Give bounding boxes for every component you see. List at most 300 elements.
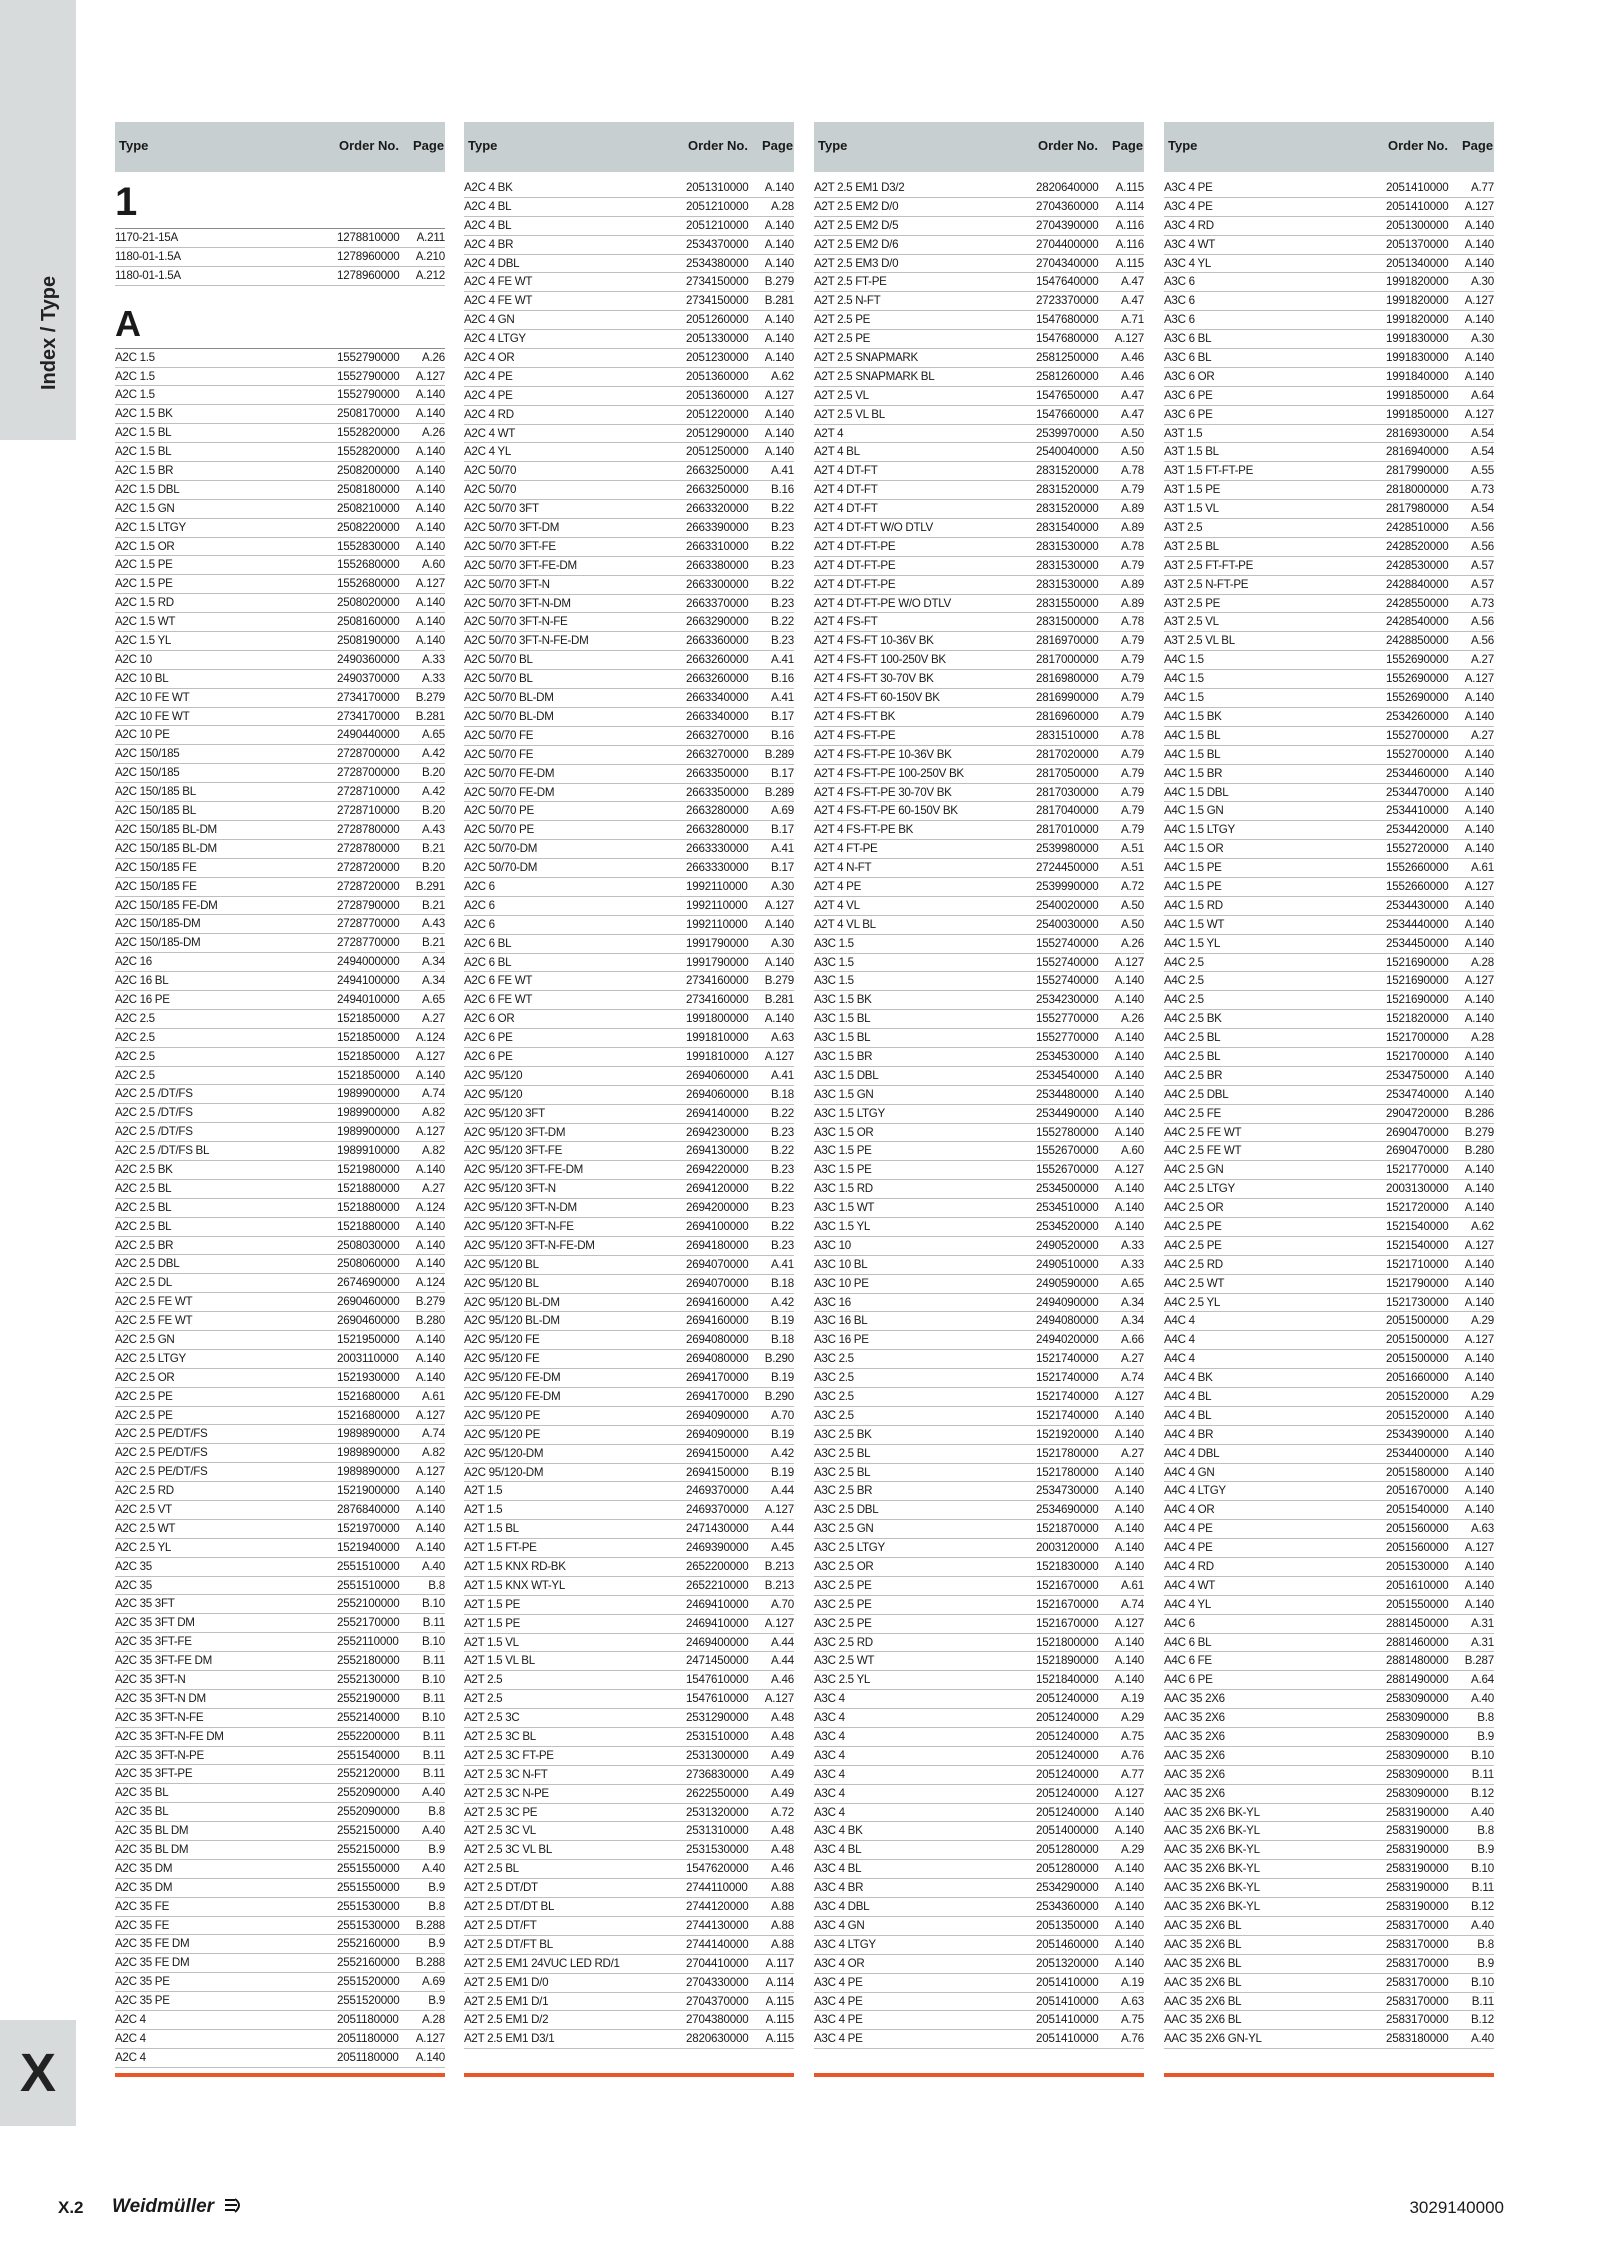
page-ref-cell[interactable]: A.27 xyxy=(1470,653,1494,667)
page-ref-cell[interactable]: B.23 xyxy=(770,1201,794,1215)
page-ref-cell[interactable]: B.19 xyxy=(770,1371,794,1385)
page-ref-cell[interactable]: A.26 xyxy=(1120,1012,1144,1026)
page-ref-cell[interactable]: A.140 xyxy=(415,1540,445,1554)
page-ref-cell[interactable]: A.33 xyxy=(1120,1257,1144,1271)
page-ref-cell[interactable]: A.27 xyxy=(1120,1446,1144,1460)
page-ref-cell[interactable]: A.140 xyxy=(1114,1484,1144,1498)
page-ref-cell[interactable]: A.70 xyxy=(770,1597,794,1611)
page-ref-cell[interactable]: B.8 xyxy=(428,1805,445,1819)
page-ref-cell[interactable]: A.127 xyxy=(764,1692,794,1706)
page-ref-cell[interactable]: A.60 xyxy=(1120,1144,1144,1158)
page-ref-cell[interactable]: A.56 xyxy=(1470,521,1494,535)
page-ref-cell[interactable]: B.8 xyxy=(1477,1937,1494,1951)
page-ref-cell[interactable]: B.290 xyxy=(764,1352,794,1366)
page-ref-cell[interactable]: A.140 xyxy=(415,596,445,610)
page-ref-cell[interactable]: B.10 xyxy=(1470,1862,1494,1876)
page-ref-cell[interactable]: B.19 xyxy=(770,1465,794,1479)
page-ref-cell[interactable]: B.20 xyxy=(421,804,445,818)
page-ref-cell[interactable]: A.34 xyxy=(1120,1314,1144,1328)
page-ref-cell[interactable]: A.140 xyxy=(1464,237,1494,251)
page-ref-cell[interactable]: A.54 xyxy=(1470,445,1494,459)
page-ref-cell[interactable]: A.140 xyxy=(1464,917,1494,931)
page-ref-cell[interactable]: A.140 xyxy=(415,1068,445,1082)
page-ref-cell[interactable]: A.74 xyxy=(421,1427,445,1441)
page-ref-cell[interactable]: A.50 xyxy=(1120,898,1144,912)
page-ref-cell[interactable]: B.291 xyxy=(415,879,445,893)
page-ref-cell[interactable]: A.74 xyxy=(421,1087,445,1101)
page-ref-cell[interactable]: A.115 xyxy=(765,1994,794,2008)
page-ref-cell[interactable]: A.140 xyxy=(764,917,794,931)
page-ref-cell[interactable]: B.289 xyxy=(764,785,794,799)
page-ref-cell[interactable]: A.27 xyxy=(421,1011,445,1025)
page-ref-cell[interactable]: A.140 xyxy=(1464,747,1494,761)
page-ref-cell[interactable]: A.46 xyxy=(770,1862,794,1876)
page-ref-cell[interactable]: A.42 xyxy=(421,785,445,799)
page-ref-cell[interactable]: A.140 xyxy=(1464,1484,1494,1498)
page-ref-cell[interactable]: B.11 xyxy=(1471,1994,1494,2008)
page-ref-cell[interactable]: A.140 xyxy=(415,388,445,402)
page-ref-cell[interactable]: A.75 xyxy=(1120,1730,1144,1744)
page-ref-cell[interactable]: B.22 xyxy=(770,502,794,516)
page-ref-cell[interactable]: A.40 xyxy=(421,1824,445,1838)
page-ref-cell[interactable]: A.31 xyxy=(1470,1635,1494,1649)
page-ref-cell[interactable]: A.33 xyxy=(1120,1238,1144,1252)
page-ref-cell[interactable]: A.140 xyxy=(415,464,445,478)
page-ref-cell[interactable]: A.127 xyxy=(764,898,794,912)
page-ref-cell[interactable]: A.140 xyxy=(1464,785,1494,799)
page-ref-cell[interactable]: A.140 xyxy=(1464,1352,1494,1366)
page-ref-cell[interactable]: A.140 xyxy=(1114,1049,1144,1063)
page-ref-cell[interactable]: A.127 xyxy=(1114,1390,1144,1403)
page-ref-cell[interactable]: B.8 xyxy=(428,1899,445,1913)
page-ref-cell[interactable]: A.140 xyxy=(764,955,794,969)
page-ref-cell[interactable]: B.23 xyxy=(770,558,794,572)
page-ref-cell[interactable]: B.22 xyxy=(770,539,794,553)
page-ref-cell[interactable]: A.79 xyxy=(1120,766,1144,780)
page-ref-cell[interactable]: B.22 xyxy=(770,1106,794,1120)
page-ref-cell[interactable]: A.88 xyxy=(770,1937,794,1951)
page-ref-cell[interactable]: B.279 xyxy=(764,974,794,988)
page-ref-cell[interactable]: A.140 xyxy=(415,1238,445,1252)
page-ref-cell[interactable]: A.79 xyxy=(1120,804,1144,818)
page-ref-cell[interactable]: A.78 xyxy=(1120,615,1144,629)
page-ref-cell[interactable]: A.26 xyxy=(421,426,445,440)
page-ref-cell[interactable]: A.140 xyxy=(1114,1956,1144,1970)
page-ref-cell[interactable]: A.76 xyxy=(1120,2032,1144,2046)
page-ref-cell[interactable]: A.40 xyxy=(421,1786,445,1800)
page-ref-cell[interactable]: A.124 xyxy=(415,1030,445,1044)
page-ref-cell[interactable]: B.11 xyxy=(422,1616,445,1630)
page-ref-cell[interactable]: A.29 xyxy=(1120,1711,1144,1725)
page-ref-cell[interactable]: A.62 xyxy=(1470,1219,1494,1233)
page-ref-cell[interactable]: A.50 xyxy=(1120,917,1144,931)
page-ref-cell[interactable]: A.41 xyxy=(770,464,794,478)
page-ref-cell[interactable]: A.140 xyxy=(1114,1106,1144,1120)
page-ref-cell[interactable]: A.29 xyxy=(1120,1843,1144,1857)
page-ref-cell[interactable]: A.140 xyxy=(764,256,794,270)
page-ref-cell[interactable]: A.127 xyxy=(415,1049,445,1063)
page-ref-cell[interactable]: A.73 xyxy=(1470,483,1494,497)
page-ref-cell[interactable]: A.140 xyxy=(1114,1219,1144,1233)
page-ref-cell[interactable]: B.18 xyxy=(770,1333,794,1347)
page-ref-cell[interactable]: A.27 xyxy=(421,1181,445,1195)
page-ref-cell[interactable]: A.127 xyxy=(1464,294,1494,308)
page-ref-cell[interactable]: A.140 xyxy=(1464,1257,1494,1271)
page-ref-cell[interactable]: A.116 xyxy=(1115,237,1144,251)
page-ref-cell[interactable]: A.54 xyxy=(1470,426,1494,440)
page-ref-cell[interactable]: B.10 xyxy=(421,1635,445,1649)
page-ref-cell[interactable]: B.9 xyxy=(428,1843,445,1857)
page-ref-cell[interactable]: B.288 xyxy=(415,1956,445,1970)
page-ref-cell[interactable]: A.140 xyxy=(415,520,445,534)
page-ref-cell[interactable]: A.63 xyxy=(1470,1522,1494,1536)
page-ref-cell[interactable]: A.47 xyxy=(1120,294,1144,308)
page-ref-cell[interactable]: A.28 xyxy=(1470,1031,1494,1045)
page-ref-cell[interactable]: A.127 xyxy=(1464,199,1494,213)
page-ref-cell[interactable]: A.43 xyxy=(421,917,445,931)
page-ref-cell[interactable]: A.74 xyxy=(1120,1597,1144,1611)
page-ref-cell[interactable]: A.41 xyxy=(770,842,794,856)
page-ref-cell[interactable]: A.127 xyxy=(415,2031,445,2045)
page-ref-cell[interactable]: A.140 xyxy=(1464,369,1494,383)
page-ref-cell[interactable]: B.16 xyxy=(770,672,794,686)
page-ref-cell[interactable]: A.72 xyxy=(1120,879,1144,893)
page-ref-cell[interactable]: A.140 xyxy=(1114,1125,1144,1139)
page-ref-cell[interactable]: A.60 xyxy=(421,558,445,572)
page-ref-cell[interactable]: A.127 xyxy=(415,1408,445,1422)
page-ref-cell[interactable]: A.140 xyxy=(415,1219,445,1233)
page-ref-cell[interactable]: A.63 xyxy=(1120,1994,1144,2008)
page-ref-cell[interactable]: A.140 xyxy=(764,407,794,421)
page-ref-cell[interactable]: B.12 xyxy=(1470,1900,1494,1914)
page-ref-cell[interactable]: A.140 xyxy=(764,181,794,194)
page-ref-cell[interactable]: A.140 xyxy=(1464,1503,1494,1517)
page-ref-cell[interactable]: A.140 xyxy=(1114,1881,1144,1895)
page-ref-cell[interactable]: A.40 xyxy=(1470,1805,1494,1819)
page-ref-cell[interactable]: A.30 xyxy=(1470,332,1494,346)
page-ref-cell[interactable]: A.56 xyxy=(1470,615,1494,629)
page-ref-cell[interactable]: A.140 xyxy=(415,445,445,459)
page-ref-cell[interactable]: A.140 xyxy=(764,351,794,365)
page-ref-cell[interactable]: A.46 xyxy=(1120,369,1144,383)
page-ref-cell[interactable]: B.23 xyxy=(770,634,794,648)
page-ref-cell[interactable]: B.281 xyxy=(415,709,445,723)
page-ref-cell[interactable]: A.127 xyxy=(1114,332,1144,346)
page-ref-cell[interactable]: A.127 xyxy=(764,388,794,402)
page-ref-cell[interactable]: A.56 xyxy=(1470,539,1494,553)
page-ref-cell[interactable]: A.40 xyxy=(421,1559,445,1573)
page-ref-cell[interactable]: A.44 xyxy=(770,1635,794,1649)
page-ref-cell[interactable]: B.289 xyxy=(764,747,794,761)
page-ref-cell[interactable]: A.140 xyxy=(1464,1201,1494,1215)
page-ref-cell[interactable]: A.140 xyxy=(1464,1276,1494,1290)
page-ref-cell[interactable]: A.140 xyxy=(1464,842,1494,856)
page-ref-cell[interactable]: A.34 xyxy=(421,955,445,969)
page-ref-cell[interactable]: A.54 xyxy=(1470,502,1494,516)
page-ref-cell[interactable]: B.22 xyxy=(770,1144,794,1158)
page-ref-cell[interactable]: A.74 xyxy=(1120,1371,1144,1385)
page-ref-cell[interactable]: A.127 xyxy=(764,1503,794,1517)
page-ref-cell[interactable]: B.16 xyxy=(770,483,794,497)
page-ref-cell[interactable]: A.44 xyxy=(770,1522,794,1536)
page-ref-cell[interactable]: A.127 xyxy=(764,1616,794,1630)
page-ref-cell[interactable]: B.20 xyxy=(421,860,445,874)
page-ref-cell[interactable]: B.21 xyxy=(421,841,445,855)
page-ref-cell[interactable]: A.26 xyxy=(1120,936,1144,950)
page-ref-cell[interactable]: B.9 xyxy=(1477,1956,1494,1970)
page-ref-cell[interactable]: A.28 xyxy=(1470,955,1494,969)
page-ref-cell[interactable]: A.40 xyxy=(1470,1692,1494,1706)
page-ref-cell[interactable]: A.42 xyxy=(770,1446,794,1460)
page-ref-cell[interactable]: A.64 xyxy=(1470,388,1494,402)
page-ref-cell[interactable]: A.46 xyxy=(770,1673,794,1687)
page-ref-cell[interactable]: B.9 xyxy=(428,1880,445,1894)
page-ref-cell[interactable]: A.46 xyxy=(1120,351,1144,365)
page-ref-cell[interactable]: A.66 xyxy=(1120,1333,1144,1347)
page-ref-cell[interactable]: A.140 xyxy=(1114,1862,1144,1876)
page-ref-cell[interactable]: A.79 xyxy=(1120,558,1144,572)
page-ref-cell[interactable]: B.17 xyxy=(770,823,794,837)
page-ref-cell[interactable]: A.140 xyxy=(415,1332,445,1346)
page-ref-cell[interactable]: A.140 xyxy=(1114,1201,1144,1215)
page-ref-cell[interactable]: B.288 xyxy=(415,1918,445,1932)
page-ref-cell[interactable]: B.23 xyxy=(770,1238,794,1252)
page-ref-cell[interactable]: A.140 xyxy=(1114,1541,1144,1555)
page-ref-cell[interactable]: A.71 xyxy=(1120,313,1144,327)
page-ref-cell[interactable]: A.140 xyxy=(1114,1900,1144,1914)
page-ref-cell[interactable]: B.20 xyxy=(421,766,445,780)
page-ref-cell[interactable]: B.9 xyxy=(1477,1730,1494,1744)
page-ref-cell[interactable]: A.117 xyxy=(765,1956,794,1970)
page-ref-cell[interactable]: A.140 xyxy=(1464,1012,1494,1026)
page-ref-cell[interactable]: A.89 xyxy=(1120,596,1144,610)
page-ref-cell[interactable]: A.30 xyxy=(770,936,794,950)
page-ref-cell[interactable]: A.140 xyxy=(1114,1087,1144,1101)
page-ref-cell[interactable]: A.140 xyxy=(1464,1087,1494,1101)
page-ref-cell[interactable]: A.140 xyxy=(415,1351,445,1365)
page-ref-cell[interactable]: A.88 xyxy=(770,1881,794,1895)
page-ref-cell[interactable]: B.8 xyxy=(1477,1711,1494,1725)
page-ref-cell[interactable]: A.115 xyxy=(1115,256,1144,270)
page-ref-cell[interactable]: A.140 xyxy=(1114,1560,1144,1574)
page-ref-cell[interactable]: A.140 xyxy=(1464,1408,1494,1422)
page-ref-cell[interactable]: A.115 xyxy=(765,2013,794,2027)
page-ref-cell[interactable]: B.22 xyxy=(770,1182,794,1196)
page-ref-cell[interactable]: A.75 xyxy=(1120,2013,1144,2027)
page-ref-cell[interactable]: A.140 xyxy=(1464,1578,1494,1592)
page-ref-cell[interactable]: B.11 xyxy=(422,1729,445,1743)
page-ref-cell[interactable]: B.22 xyxy=(770,577,794,591)
page-ref-cell[interactable]: A.79 xyxy=(1120,747,1144,761)
page-ref-cell[interactable]: B.22 xyxy=(770,615,794,629)
page-ref-cell[interactable]: A.70 xyxy=(770,1408,794,1422)
page-ref-cell[interactable]: A.140 xyxy=(1464,766,1494,780)
page-ref-cell[interactable]: B.19 xyxy=(770,1314,794,1328)
page-ref-cell[interactable]: B.287 xyxy=(1464,1654,1494,1668)
page-ref-cell[interactable]: A.79 xyxy=(1120,672,1144,686)
page-ref-cell[interactable]: A.140 xyxy=(764,332,794,346)
page-ref-cell[interactable]: A.41 xyxy=(770,691,794,705)
page-ref-cell[interactable]: A.82 xyxy=(421,1106,445,1120)
page-ref-cell[interactable]: B.290 xyxy=(764,1390,794,1403)
page-ref-cell[interactable]: A.27 xyxy=(1120,1352,1144,1366)
page-ref-cell[interactable]: A.140 xyxy=(1114,1918,1144,1932)
page-ref-cell[interactable]: A.140 xyxy=(415,539,445,553)
page-ref-cell[interactable]: B.23 xyxy=(770,1163,794,1177)
page-ref-cell[interactable]: A.140 xyxy=(764,237,794,251)
page-ref-cell[interactable]: A.140 xyxy=(1464,1295,1494,1309)
page-ref-cell[interactable]: A.50 xyxy=(1120,445,1144,459)
page-ref-cell[interactable]: B.12 xyxy=(1470,1786,1494,1800)
page-ref-cell[interactable]: A.79 xyxy=(1120,653,1144,667)
page-ref-cell[interactable]: A.77 xyxy=(1470,181,1494,194)
page-ref-cell[interactable]: A.140 xyxy=(1114,1673,1144,1687)
page-ref-cell[interactable]: A.127 xyxy=(1464,974,1494,988)
page-ref-cell[interactable]: B.21 xyxy=(421,936,445,950)
page-ref-cell[interactable]: A.48 xyxy=(770,1730,794,1744)
page-ref-cell[interactable]: A.212 xyxy=(415,268,445,282)
page-ref-cell[interactable]: A.78 xyxy=(1120,539,1144,553)
page-ref-cell[interactable]: A.31 xyxy=(1470,1616,1494,1630)
page-ref-cell[interactable]: A.33 xyxy=(421,652,445,666)
page-ref-cell[interactable]: A.140 xyxy=(1114,1031,1144,1045)
page-ref-cell[interactable]: A.140 xyxy=(1464,1371,1494,1385)
page-ref-cell[interactable]: A.140 xyxy=(1464,1049,1494,1063)
page-ref-cell[interactable]: A.140 xyxy=(1114,1937,1144,1951)
page-ref-cell[interactable]: A.140 xyxy=(415,1370,445,1384)
page-ref-cell[interactable]: B.279 xyxy=(1464,1125,1494,1139)
page-ref-cell[interactable]: A.76 xyxy=(1120,1748,1144,1762)
page-ref-cell[interactable]: A.40 xyxy=(421,1861,445,1875)
page-ref-cell[interactable]: A.89 xyxy=(1120,502,1144,516)
page-ref-cell[interactable]: B.11 xyxy=(422,1767,445,1781)
page-ref-cell[interactable]: A.211 xyxy=(416,231,445,244)
page-ref-cell[interactable]: A.57 xyxy=(1470,577,1494,591)
page-ref-cell[interactable]: A.140 xyxy=(1464,709,1494,723)
page-ref-cell[interactable]: A.127 xyxy=(1114,1163,1144,1177)
page-ref-cell[interactable]: A.140 xyxy=(1114,1068,1144,1082)
page-ref-cell[interactable]: A.79 xyxy=(1120,691,1144,705)
page-ref-cell[interactable]: A.140 xyxy=(1114,1427,1144,1441)
page-ref-cell[interactable]: A.51 xyxy=(1120,842,1144,856)
page-ref-cell[interactable]: A.62 xyxy=(770,369,794,383)
page-ref-cell[interactable]: A.41 xyxy=(770,1068,794,1082)
page-ref-cell[interactable]: A.114 xyxy=(765,1975,794,1989)
page-ref-cell[interactable]: B.9 xyxy=(428,1994,445,2008)
page-ref-cell[interactable]: A.140 xyxy=(1114,1465,1144,1479)
page-ref-cell[interactable]: B.11 xyxy=(1471,1767,1494,1781)
page-ref-cell[interactable]: A.140 xyxy=(1114,1824,1144,1838)
page-ref-cell[interactable]: B.10 xyxy=(421,1673,445,1687)
page-ref-cell[interactable]: A.19 xyxy=(1120,1975,1144,1989)
page-ref-cell[interactable]: B.8 xyxy=(1477,1824,1494,1838)
page-ref-cell[interactable]: B.22 xyxy=(770,1219,794,1233)
page-ref-cell[interactable]: A.40 xyxy=(1470,1918,1494,1932)
page-ref-cell[interactable]: A.44 xyxy=(770,1484,794,1498)
page-ref-cell[interactable]: B.23 xyxy=(770,596,794,610)
page-ref-cell[interactable]: A.127 xyxy=(1464,672,1494,686)
page-ref-cell[interactable]: A.127 xyxy=(415,1465,445,1479)
page-ref-cell[interactable]: A.140 xyxy=(1114,1522,1144,1536)
page-ref-cell[interactable]: A.48 xyxy=(770,1843,794,1857)
page-ref-cell[interactable]: A.127 xyxy=(1464,1238,1494,1252)
page-ref-cell[interactable]: A.78 xyxy=(1120,464,1144,478)
page-ref-cell[interactable]: A.28 xyxy=(421,2013,445,2027)
page-ref-cell[interactable]: A.140 xyxy=(1464,1597,1494,1611)
page-ref-cell[interactable]: A.140 xyxy=(1114,974,1144,988)
page-ref-cell[interactable]: A.49 xyxy=(770,1786,794,1800)
page-ref-cell[interactable]: B.213 xyxy=(764,1578,794,1592)
page-ref-cell[interactable]: B.21 xyxy=(421,898,445,912)
page-ref-cell[interactable]: A.140 xyxy=(764,445,794,459)
page-ref-cell[interactable]: B.213 xyxy=(764,1560,794,1574)
page-ref-cell[interactable]: A.82 xyxy=(421,1144,445,1158)
page-ref-cell[interactable]: B.16 xyxy=(770,728,794,742)
page-ref-cell[interactable]: A.79 xyxy=(1120,483,1144,497)
page-ref-cell[interactable]: A.140 xyxy=(1464,218,1494,232)
page-ref-cell[interactable]: A.140 xyxy=(1114,993,1144,1007)
page-ref-cell[interactable]: A.63 xyxy=(770,1031,794,1045)
page-ref-cell[interactable]: B.18 xyxy=(770,1087,794,1101)
page-ref-cell[interactable]: B.10 xyxy=(1470,1748,1494,1762)
page-ref-cell[interactable]: A.140 xyxy=(1114,1182,1144,1196)
page-ref-cell[interactable]: A.88 xyxy=(770,1918,794,1932)
page-ref-cell[interactable]: A.140 xyxy=(1114,1654,1144,1668)
page-ref-cell[interactable]: A.127 xyxy=(1464,1541,1494,1555)
page-ref-cell[interactable]: A.140 xyxy=(1114,1805,1144,1819)
page-ref-cell[interactable]: A.56 xyxy=(1470,634,1494,648)
page-ref-cell[interactable]: A.19 xyxy=(1120,1692,1144,1706)
page-ref-cell[interactable]: A.140 xyxy=(1464,1560,1494,1574)
page-ref-cell[interactable]: A.140 xyxy=(415,2050,445,2064)
page-ref-cell[interactable]: B.10 xyxy=(1470,1975,1494,1989)
page-ref-cell[interactable]: A.140 xyxy=(415,482,445,496)
page-ref-cell[interactable]: A.127 xyxy=(1464,879,1494,893)
page-ref-cell[interactable]: A.116 xyxy=(1115,218,1144,232)
page-ref-cell[interactable]: A.127 xyxy=(1464,407,1494,421)
page-ref-cell[interactable]: A.140 xyxy=(415,1162,445,1176)
page-ref-cell[interactable]: B.279 xyxy=(764,275,794,289)
page-ref-cell[interactable]: B.281 xyxy=(764,294,794,308)
page-ref-cell[interactable]: B.11 xyxy=(422,1691,445,1705)
page-ref-cell[interactable]: A.140 xyxy=(1464,313,1494,327)
page-ref-cell[interactable]: A.29 xyxy=(1470,1314,1494,1328)
page-ref-cell[interactable]: A.115 xyxy=(765,2032,794,2046)
page-ref-cell[interactable]: B.11 xyxy=(422,1654,445,1668)
page-ref-cell[interactable]: A.41 xyxy=(770,1257,794,1271)
page-ref-cell[interactable]: A.48 xyxy=(770,1711,794,1725)
page-ref-cell[interactable]: A.40 xyxy=(1470,2032,1494,2046)
page-ref-cell[interactable]: A.61 xyxy=(1470,861,1494,875)
page-ref-cell[interactable]: A.79 xyxy=(1120,709,1144,723)
page-ref-cell[interactable]: A.127 xyxy=(764,1049,794,1063)
page-ref-cell[interactable]: A.140 xyxy=(1114,1408,1144,1422)
page-ref-cell[interactable]: A.47 xyxy=(1120,388,1144,402)
page-ref-cell[interactable]: A.42 xyxy=(421,747,445,761)
page-ref-cell[interactable]: A.140 xyxy=(1464,1427,1494,1441)
page-ref-cell[interactable]: A.82 xyxy=(421,1446,445,1460)
page-ref-cell[interactable]: A.49 xyxy=(770,1748,794,1762)
page-ref-cell[interactable]: B.9 xyxy=(428,1937,445,1951)
page-ref-cell[interactable]: A.210 xyxy=(415,249,445,263)
page-ref-cell[interactable]: A.78 xyxy=(1120,728,1144,742)
page-ref-cell[interactable]: B.286 xyxy=(1464,1106,1494,1120)
page-ref-cell[interactable]: B.12 xyxy=(1470,2013,1494,2027)
page-ref-cell[interactable]: A.30 xyxy=(770,879,794,893)
page-ref-cell[interactable]: B.11 xyxy=(422,1748,445,1762)
page-ref-cell[interactable]: A.127 xyxy=(415,577,445,591)
page-ref-cell[interactable]: A.27 xyxy=(1470,728,1494,742)
